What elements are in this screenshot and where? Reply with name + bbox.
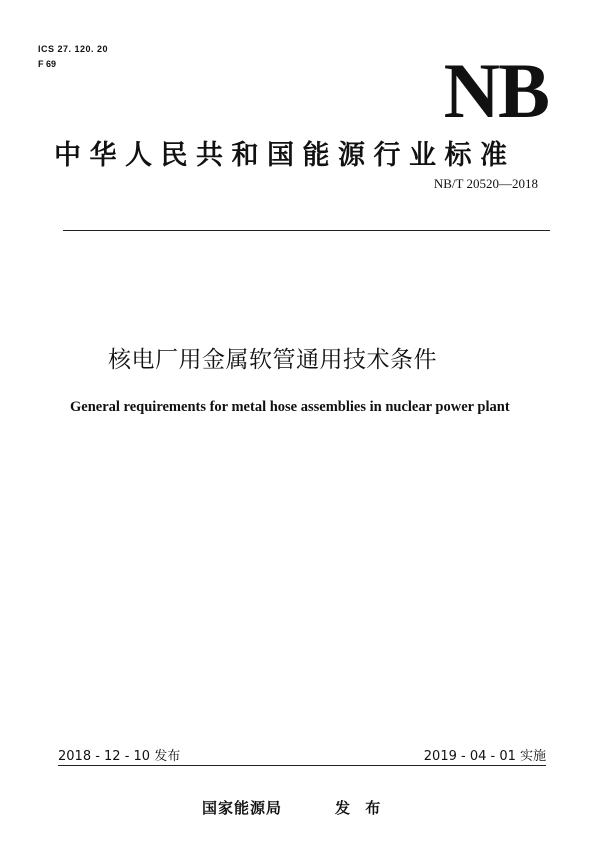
nb-logo: NB [443,47,548,134]
english-title: General requirements for metal hose assemblies in nuclear power plant [70,399,510,415]
classification-code: F 69 [38,59,57,69]
standard-number: NB/T 20520—2018 [433,176,538,191]
header-divider [63,230,550,231]
ics-code: ICS 27. 120. 20 [38,44,109,54]
issue-label: 发 布 [335,799,386,817]
footer-divider [58,765,546,766]
implementation-date: 2019 - 04 - 01 实施 [423,749,546,764]
release-date: 2018 - 12 - 10 发布 [58,749,181,764]
chinese-title: 核电厂用金属软管通用技术条件 [108,347,437,373]
standard-organization: 中华人民共和国能源行业标准 [54,140,516,171]
issuing-authority: 国家能源局 [202,799,283,817]
